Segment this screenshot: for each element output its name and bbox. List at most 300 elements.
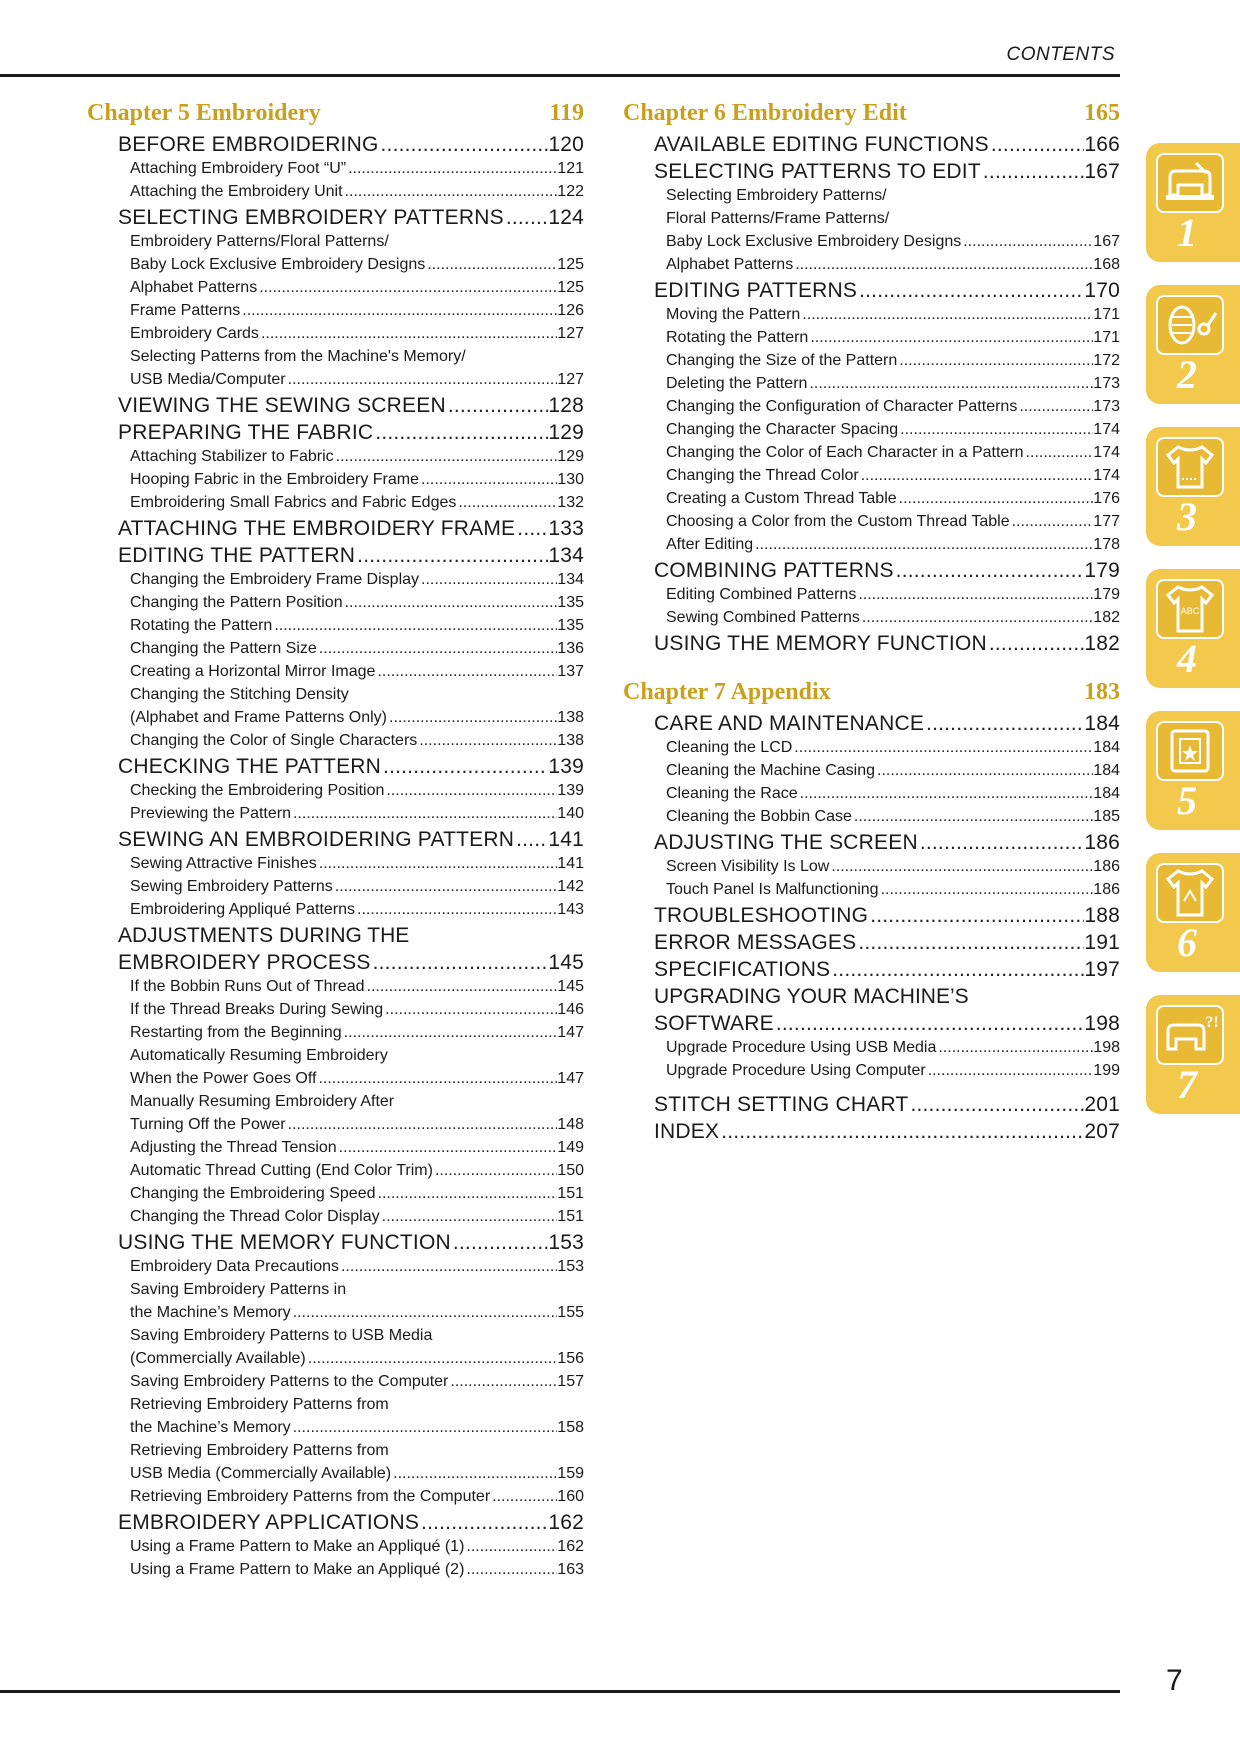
dot-leader — [897, 352, 1093, 370]
entry-title: Embroidering Small Fabrics and Fabric Edges — [130, 494, 457, 511]
entry-page: 133 — [548, 517, 584, 540]
entry-page: 186 — [1093, 881, 1120, 898]
toc-subentry[interactable] — [87, 1116, 584, 1139]
chapter-title: Chapter 7 Appendix — [623, 679, 831, 705]
toc-section-entry[interactable] — [623, 904, 1120, 931]
chapter-page: 119 — [549, 100, 584, 126]
toc-subentry[interactable] — [87, 782, 584, 805]
entry-title: Editing Combined Patterns — [666, 586, 857, 603]
dot-leader — [918, 831, 1085, 855]
entry-title: Changing the Pattern Position — [130, 594, 343, 611]
toc-section-entry[interactable] — [87, 421, 584, 448]
entry-title: Baby Lock Exclusive Embroidery Designs — [130, 256, 426, 273]
tab-number: 5 — [1177, 778, 1197, 823]
toc-section-entry[interactable] — [623, 712, 1120, 739]
entry-title: Cleaning the Race — [666, 785, 798, 802]
entry-title: (Commercially Available) — [130, 1350, 306, 1367]
entry-title: EDITING PATTERNS — [654, 279, 858, 302]
toc-entry-continued[interactable]: Saving Embroidery Patterns to USB Media — [130, 1327, 433, 1344]
dot-leader — [259, 325, 557, 343]
toc-subentry[interactable] — [623, 858, 1120, 881]
toc-subentry[interactable] — [87, 279, 584, 302]
entry-page: 151 — [557, 1185, 584, 1202]
dot-leader — [859, 467, 1094, 485]
edit-shirt-icon — [1156, 863, 1224, 923]
entry-page: 171 — [1093, 329, 1120, 346]
toc-section-entry[interactable] — [623, 1093, 1120, 1120]
toc-section-entry[interactable] — [87, 133, 584, 160]
entry-page: 136 — [557, 640, 584, 657]
toc-subentry[interactable] — [623, 1062, 1120, 1085]
dot-leader — [387, 709, 557, 727]
entry-page: 141 — [548, 828, 584, 851]
toc-subentry[interactable] — [87, 256, 584, 279]
toc-subentry[interactable] — [87, 709, 584, 732]
entry-title: Attaching Stabilizer to Fabric — [130, 448, 334, 465]
toc-subentry[interactable] — [87, 1024, 584, 1047]
toc-entry-continued[interactable]: Retrieving Embroidery Patterns from — [130, 1396, 389, 1413]
entry-title: Attaching Embroidery Foot “U” — [130, 160, 347, 177]
toc-subentry[interactable] — [87, 805, 584, 828]
entry-page: 146 — [557, 1001, 584, 1018]
dot-leader — [376, 1185, 558, 1203]
toc-section-entry[interactable] — [623, 958, 1120, 985]
dot-leader — [343, 183, 558, 201]
entry-page: 151 — [557, 1208, 584, 1225]
dot-leader — [381, 755, 548, 779]
toc-section-entry[interactable] — [87, 1511, 584, 1538]
toc-section-entry[interactable] — [623, 279, 1120, 306]
entry-title: Changing the Color of Each Character in a Pattern — [666, 444, 1024, 461]
toc-entry-continued[interactable]: Manually Resuming Embroidery After — [130, 1093, 395, 1110]
entry-page: 129 — [548, 421, 584, 444]
chapter-6-heading[interactable] — [623, 100, 1120, 133]
page-header-title: CONTENTS — [1006, 44, 1115, 65]
toc-section-entry[interactable] — [623, 559, 1120, 586]
toc-subentry[interactable] — [87, 1258, 584, 1281]
entry-page: 147 — [557, 1070, 584, 1087]
entry-title: Alphabet Patterns — [666, 256, 794, 273]
entry-page: 150 — [557, 1162, 584, 1179]
toc-subentry[interactable] — [623, 421, 1120, 444]
entry-page: 167 — [1093, 233, 1120, 250]
toc-subentry[interactable] — [87, 160, 584, 183]
toc-subentry[interactable] — [87, 1538, 584, 1561]
toc-subentry[interactable] — [623, 467, 1120, 490]
entry-page: 179 — [1093, 586, 1120, 603]
chapter-tab-5[interactable] — [1146, 711, 1240, 830]
toc-subentry[interactable] — [623, 536, 1120, 559]
entry-title: the Machine’s Memory — [130, 1304, 291, 1321]
entry-page: 162 — [548, 1511, 584, 1534]
chapter-tab-1[interactable] — [1146, 143, 1240, 262]
toc-subentry[interactable] — [87, 1208, 584, 1231]
toc-subentry[interactable] — [87, 594, 584, 617]
dot-leader — [798, 785, 1094, 803]
chapter-5-heading[interactable] — [87, 100, 584, 133]
toc-subentry[interactable] — [87, 371, 584, 394]
toc-entry-continued[interactable]: Embroidery Patterns/Floral Patterns/ — [130, 233, 389, 250]
dot-leader — [343, 594, 558, 612]
toc-section-entry[interactable] — [87, 755, 584, 782]
toc-section-entry[interactable] — [87, 206, 584, 233]
entry-title: STITCH SETTING CHART — [654, 1093, 909, 1116]
dot-leader — [504, 206, 549, 230]
toc-list-ch7 — [623, 712, 1120, 1147]
toc-subentry[interactable] — [87, 732, 584, 755]
entry-title: Changing the Configuration of Character Patterns — [666, 398, 1018, 415]
dot-leader — [375, 663, 557, 681]
chapter-7-heading[interactable] — [623, 679, 1120, 712]
tab-number: 7 — [1177, 1062, 1197, 1107]
entry-page: 135 — [557, 617, 584, 634]
toc-subentry[interactable] — [87, 1373, 584, 1396]
dot-leader — [291, 1419, 558, 1437]
entry-page: 122 — [557, 183, 584, 200]
entry-title: Changing the Embroidering Speed — [130, 1185, 376, 1202]
entry-page: 120 — [548, 133, 584, 156]
toc-section-entry[interactable] — [623, 160, 1120, 187]
footer-rule — [0, 1690, 1120, 1693]
entry-title: Using a Frame Pattern to Make an Appliqué (2) — [130, 1561, 465, 1578]
entry-page: 138 — [557, 709, 584, 726]
entry-page: 167 — [1084, 160, 1120, 183]
dot-leader — [417, 732, 557, 750]
dot-leader — [433, 1162, 557, 1180]
dot-leader — [448, 1373, 557, 1391]
entry-page: 126 — [557, 302, 584, 319]
toc-subentry[interactable] — [87, 855, 584, 878]
toc-subentry[interactable] — [87, 448, 584, 471]
toc-subentry[interactable] — [87, 640, 584, 663]
dot-leader — [355, 544, 548, 568]
toc-subentry[interactable] — [623, 444, 1120, 467]
dot-leader — [383, 1001, 557, 1019]
entry-title: TROUBLESHOOTING — [654, 904, 869, 927]
toc-entry-continued[interactable]: Floral Patterns/Frame Patterns/ — [666, 210, 890, 227]
dot-leader — [240, 302, 557, 320]
dot-leader — [1010, 513, 1094, 531]
entry-title: CHECKING THE PATTERN — [118, 755, 382, 778]
dot-leader — [856, 586, 1093, 604]
toc-entry-continued[interactable]: Selecting Patterns from the Machine's Memory/ — [130, 348, 466, 365]
entry-page: 174 — [1093, 421, 1120, 438]
dot-leader — [419, 471, 557, 489]
toc-subentry[interactable] — [623, 513, 1120, 536]
toc-subentry[interactable] — [623, 306, 1120, 329]
toc-subentry[interactable] — [87, 1350, 584, 1373]
entry-title: Retrieving Embroidery Patterns from the Computer — [130, 1488, 491, 1505]
toc-section-entry[interactable] — [87, 394, 584, 421]
entry-title: (Alphabet and Frame Patterns Only) — [130, 709, 388, 726]
entry-page: 145 — [557, 978, 584, 995]
entry-page: 174 — [1093, 467, 1120, 484]
dot-leader — [897, 490, 1094, 508]
dot-leader — [857, 279, 1084, 303]
toc-subentry[interactable] — [87, 663, 584, 686]
entry-title: SELECTING PATTERNS TO EDIT — [654, 160, 981, 183]
embroidered-shirt-icon — [1156, 579, 1224, 639]
toc-subentry[interactable] — [87, 878, 584, 901]
toc-subentry[interactable] — [623, 785, 1120, 808]
dot-leader — [451, 1231, 549, 1255]
entry-page: 138 — [557, 732, 584, 749]
entry-page: 156 — [557, 1350, 584, 1367]
entry-title: ATTACHING THE EMBROIDERY FRAME — [118, 517, 516, 540]
toc-subentry[interactable] — [87, 571, 584, 594]
entry-page: 121 — [557, 160, 584, 177]
chapter-tab-7[interactable] — [1146, 995, 1240, 1114]
dot-leader — [419, 1511, 548, 1535]
dot-leader — [342, 1024, 558, 1042]
toc-entry-continued[interactable]: Selecting Embroidery Patterns/ — [666, 187, 887, 204]
entry-page: 170 — [1084, 279, 1120, 302]
entry-title: SPECIFICATIONS — [654, 958, 831, 981]
toc-subentry[interactable] — [87, 494, 584, 517]
toc-subentry[interactable] — [87, 183, 584, 206]
toc-subentry[interactable] — [87, 471, 584, 494]
dot-leader — [807, 375, 1093, 393]
dot-leader — [808, 329, 1093, 347]
entry-page: 182 — [1093, 609, 1120, 626]
dot-leader — [337, 1139, 558, 1157]
toc-subentry[interactable] — [87, 1185, 584, 1208]
entry-page: 177 — [1093, 513, 1120, 530]
toc-section-entry[interactable] — [623, 1120, 1120, 1147]
toc-subentry[interactable] — [87, 901, 584, 924]
chapter-tab-3[interactable] — [1146, 427, 1240, 546]
entry-title: If the Thread Breaks During Sewing — [130, 1001, 384, 1018]
dot-leader — [987, 632, 1085, 656]
toc-subentry[interactable] — [623, 375, 1120, 398]
toc-subentry[interactable] — [623, 762, 1120, 785]
dot-leader — [989, 133, 1085, 157]
entry-page: 160 — [557, 1488, 584, 1505]
chapter-tab-6[interactable] — [1146, 853, 1240, 972]
entry-title: USB Media (Commercially Available) — [130, 1465, 392, 1482]
dot-leader — [981, 160, 1084, 184]
entry-title: Rotating the Pattern — [130, 617, 273, 634]
dot-leader — [792, 739, 1093, 757]
dot-leader — [339, 1258, 557, 1276]
toc-entry-continued[interactable]: Changing the Stitching Density — [130, 686, 349, 703]
toc-section-entry[interactable] — [623, 133, 1120, 160]
tab-number: 1 — [1177, 210, 1197, 255]
entry-title: Using a Frame Pattern to Make an Appliqué (1) — [130, 1538, 465, 1555]
question-text: ?! — [1205, 1014, 1219, 1031]
entry-title: COMBINING PATTERNS — [654, 559, 894, 582]
entry-title: Changing the Thread Color Display — [130, 1208, 380, 1225]
toc-subentry[interactable] — [87, 617, 584, 640]
toc-subentry[interactable] — [623, 808, 1120, 831]
dot-leader — [373, 421, 548, 445]
dot-leader — [317, 855, 558, 873]
toc-subentry[interactable] — [87, 1465, 584, 1488]
entry-page: 197 — [1084, 958, 1120, 981]
entry-page: 125 — [557, 279, 584, 296]
toc-subentry[interactable] — [87, 1488, 584, 1511]
entry-page: 140 — [557, 805, 584, 822]
entry-title: Touch Panel Is Malfunctioning — [666, 881, 879, 898]
entry-title: Embroidery Data Precautions — [130, 1258, 339, 1275]
entry-page: 139 — [548, 755, 584, 778]
toc-subentry[interactable] — [623, 329, 1120, 352]
entry-title: Turning Off the Power — [130, 1116, 286, 1133]
toc-subentry[interactable] — [623, 256, 1120, 279]
entry-title: Choosing a Color from the Custom Thread Table — [666, 513, 1010, 530]
toc-entry-continued[interactable]: Retrieving Embroidery Patterns from — [130, 1442, 389, 1459]
entry-page: 201 — [1084, 1093, 1120, 1116]
entry-title: Adjusting the Thread Tension — [130, 1139, 337, 1156]
entry-page: 207 — [1084, 1120, 1120, 1143]
entry-page: 142 — [557, 878, 584, 895]
chapter-title: Chapter 6 Embroidery Edit — [623, 100, 907, 126]
toc-subentry[interactable] — [623, 609, 1120, 632]
toc-subentry[interactable] — [87, 1162, 584, 1185]
entry-title: Attaching the Embroidery Unit — [130, 183, 343, 200]
entry-page: 171 — [1093, 306, 1120, 323]
toc-entry-continued[interactable]: ADJUSTMENTS DURING THE — [118, 924, 410, 947]
toc-subentry[interactable] — [87, 1001, 584, 1024]
entry-title: CARE AND MAINTENANCE — [654, 712, 925, 735]
entry-page: 191 — [1084, 931, 1120, 954]
entry-title: INDEX — [654, 1120, 720, 1143]
entry-title: ERROR MESSAGES — [654, 931, 857, 954]
entry-page: 186 — [1084, 831, 1120, 854]
header-rule — [0, 74, 1120, 77]
entry-page: 158 — [557, 1419, 584, 1436]
entry-page: 153 — [557, 1258, 584, 1275]
toc-section-entry[interactable] — [87, 951, 584, 978]
entry-page: 172 — [1093, 352, 1120, 369]
entry-page: 198 — [1084, 1012, 1120, 1035]
toc-entry-continued[interactable]: Automatically Resuming Embroidery — [130, 1047, 388, 1064]
entry-page: 199 — [1093, 1062, 1120, 1079]
toc-section-entry[interactable] — [623, 632, 1120, 659]
entry-title: EMBROIDERY PROCESS — [118, 951, 371, 974]
dot-leader — [391, 1465, 557, 1483]
dot-leader — [425, 256, 557, 274]
entry-title: ADJUSTING THE SCREEN — [654, 831, 918, 854]
dot-leader — [860, 609, 1093, 627]
chapter-title: Chapter 5 Embroidery — [87, 100, 321, 126]
dot-leader — [894, 559, 1085, 583]
toc-entry-continued[interactable]: UPGRADING YOUR MACHINE’S — [654, 985, 969, 1008]
dot-leader — [291, 1304, 558, 1322]
dot-leader — [753, 536, 1093, 554]
entry-page: 129 — [557, 448, 584, 465]
entry-title: USING THE MEMORY FUNCTION — [118, 1231, 451, 1254]
toc-subentry[interactable] — [87, 1561, 584, 1584]
toc-subentry[interactable] — [623, 398, 1120, 421]
entry-title: Changing the Pattern Size — [130, 640, 317, 657]
dot-leader — [380, 1208, 558, 1226]
entry-title: When the Power Goes Off — [130, 1070, 317, 1087]
entry-page: 179 — [1084, 559, 1120, 582]
entry-title: SOFTWARE — [654, 1012, 774, 1035]
dot-leader — [346, 160, 557, 178]
entry-title: Creating a Custom Thread Table — [666, 490, 897, 507]
entry-page: 134 — [557, 571, 584, 588]
toc-subentry[interactable] — [623, 490, 1120, 513]
dot-leader — [515, 517, 548, 541]
dot-leader — [793, 256, 1093, 274]
entry-page: 124 — [548, 206, 584, 229]
entry-title: After Editing — [666, 536, 754, 553]
entry-title: Changing the Character Spacing — [666, 421, 899, 438]
thread-spool-icon — [1156, 295, 1224, 355]
chapter-page: 183 — [1084, 679, 1120, 705]
dot-leader — [291, 805, 557, 823]
entry-title: Checking the Embroidering Position — [130, 782, 385, 799]
entry-page: 125 — [557, 256, 584, 273]
toc-section-entry[interactable] — [623, 931, 1120, 958]
entry-title: Cleaning the Bobbin Case — [666, 808, 852, 825]
toc-subentry[interactable] — [87, 1304, 584, 1327]
dot-leader — [379, 133, 549, 157]
toc-section-entry[interactable] — [623, 1012, 1120, 1039]
entry-page: 198 — [1093, 1039, 1120, 1056]
chapter-tab-2[interactable] — [1146, 285, 1240, 404]
dot-leader — [317, 640, 558, 658]
entry-title: Moving the Pattern — [666, 306, 801, 323]
sewing-machine-icon — [1156, 153, 1224, 213]
toc-section-entry[interactable] — [87, 828, 584, 855]
entry-title: SEWING AN EMBROIDERING PATTERN — [118, 828, 515, 851]
toc-subentry[interactable] — [623, 739, 1120, 762]
entry-title: Automatic Thread Cutting (End Color Trim) — [130, 1162, 433, 1179]
dot-leader — [856, 931, 1084, 955]
toc-subentry[interactable] — [623, 881, 1120, 904]
entry-title: USING THE MEMORY FUNCTION — [654, 632, 987, 655]
toc-subentry[interactable] — [623, 1039, 1120, 1062]
toc-section-entry[interactable] — [87, 1231, 584, 1258]
dot-leader — [464, 1538, 557, 1556]
embroidery-frame-icon — [1156, 721, 1224, 781]
entry-page: 149 — [557, 1139, 584, 1156]
tab-number: 4 — [1177, 636, 1197, 681]
entry-page: 155 — [557, 1304, 584, 1321]
entry-page: 147 — [557, 1024, 584, 1041]
toc-subentry[interactable] — [87, 325, 584, 348]
entry-page: 127 — [557, 325, 584, 342]
toc-subentry[interactable] — [87, 1070, 584, 1093]
toc-section-entry[interactable] — [87, 517, 584, 544]
toc-subentry[interactable] — [87, 1139, 584, 1162]
toc-entry-continued[interactable]: Saving Embroidery Patterns in — [130, 1281, 347, 1298]
toc-section-entry[interactable] — [623, 831, 1120, 858]
entry-page: 153 — [548, 1231, 584, 1254]
chapter-tab-4[interactable] — [1146, 569, 1240, 688]
toc-subentry[interactable] — [87, 302, 584, 325]
entry-title: Hooping Fabric in the Embroidery Frame — [130, 471, 420, 488]
toc-subentry[interactable] — [87, 1419, 584, 1442]
entry-title: BEFORE EMBROIDERING — [118, 133, 379, 156]
toc-list-ch5 — [87, 133, 584, 1584]
chapter-tabs — [1146, 143, 1240, 1137]
dot-leader — [257, 279, 557, 297]
toc-subentry[interactable] — [623, 586, 1120, 609]
entry-page: 188 — [1084, 904, 1120, 927]
entry-title: Sewing Attractive Finishes — [130, 855, 317, 872]
entry-page: 174 — [1093, 444, 1120, 461]
entry-title: Restarting from the Beginning — [130, 1024, 342, 1041]
toc-subentry[interactable] — [623, 233, 1120, 256]
toc-section-entry[interactable] — [87, 544, 584, 571]
toc-subentry[interactable] — [87, 978, 584, 1001]
toc-subentry[interactable] — [623, 352, 1120, 375]
dot-leader — [879, 881, 1094, 899]
